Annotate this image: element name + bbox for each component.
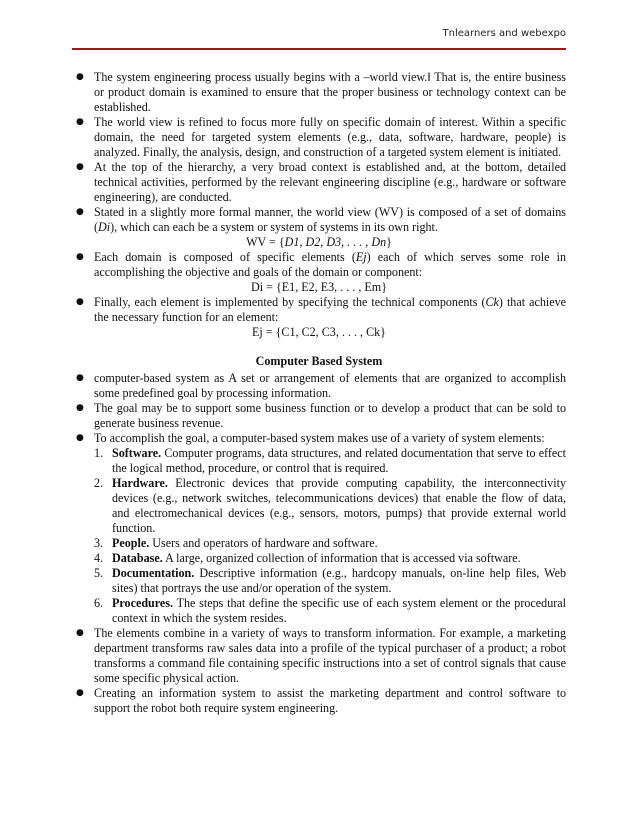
bullet-text-pre: Finally, each element is implemented by specifying the technical components ( [94, 295, 486, 309]
item-number: 3. [94, 536, 104, 550]
item-number: 2. [94, 476, 104, 490]
bullet-icon: ● [76, 117, 84, 127]
bullet-icon: ● [76, 252, 84, 262]
formula-ej: Ej = {C1, C2, C3, . . . , Ck} [251, 325, 386, 339]
bullet-variable: Di [98, 220, 111, 234]
bullet-item [72, 205, 566, 235]
bullet-icon: ● [76, 162, 84, 172]
bullet-icon: ● [76, 403, 84, 413]
formula-di: Di = {E1, E2, E3, . . . , Em} [251, 280, 387, 294]
bullet-text-post: ) each of which serves some role in accomplishing the objective and goals of the domain or component: [94, 250, 566, 279]
bullet-text: The world view is refined to focus more fully on specific domain of interest. Within a specific domain, the need for targeted system elements (e.g., data, software, hardware, people) is analyzed. Finally, the analysis, design, and construction of a targeted system element is initiated. [94, 115, 566, 159]
bullet-icon: ● [76, 688, 84, 698]
bullet-icon: ● [76, 433, 84, 443]
bullet-icon: ● [76, 72, 84, 82]
bullet-icon: ● [76, 628, 84, 638]
bullet-text: computer-based system as A set or arrangement of elements that are organized to accomplish some predefined goal by processing information. [94, 371, 566, 400]
item-text: A large, organized collection of information that is accessed via software. [162, 551, 521, 565]
numbered-item-procedures [72, 596, 566, 626]
section-title: Computer Based System [255, 354, 383, 368]
bullet-variable: Ck [485, 295, 499, 309]
page-content [72, 70, 566, 716]
item-text: Users and operators of hardware and software. [149, 536, 378, 550]
numbered-item-database [72, 551, 566, 566]
bullet-text: The goal may be to support some business function or to develop a product that can be sold to generate business revenue. [94, 401, 566, 430]
page-header: Tnlearners and webexpo [442, 28, 566, 39]
bullet-item [72, 295, 566, 325]
item-number: 1. [94, 446, 104, 460]
item-term: Hardware. [112, 476, 168, 490]
bullet-item [72, 115, 566, 160]
bullet-icon: ● [76, 373, 84, 383]
bullet-text: Creating an information system to assist the marketing department and control software to support the robot both require system engineering. [94, 686, 566, 715]
item-number: 5. [94, 566, 104, 580]
bullet-item [72, 70, 566, 115]
numbered-item-documentation [72, 566, 566, 596]
numbered-item-people [72, 536, 566, 551]
numbered-item-hardware [72, 476, 566, 536]
item-text: Electronic devices that provide computing capability, the interconnectivity devices (e.g., network switches, telecommunications devices) that enable the flow of data, and electromechanical devices (e.g., sensors, motors, pumps) that provide external world function. [112, 476, 566, 535]
bullet-text: To accomplish the goal, a computer-based system makes use of a variety of system elements: [94, 431, 545, 445]
bullet-icon: ● [76, 297, 84, 307]
formula-wv: WV = {D1, D2, D3, . . . , Dn} [246, 235, 392, 249]
bullet-text-pre: Stated in a slightly more formal manner, the world view (WV) is composed of a set of domains ( [94, 205, 566, 234]
item-text: Computer programs, data structures, and related documentation that serve to effect the logical method, procedure, or control that is required. [112, 446, 566, 475]
item-text: The steps that define the specific use of each system element or the procedural context in which the system resides. [112, 596, 566, 625]
item-text: Descriptive information (e.g., hardcopy manuals, on-line help files, Web sites) that portrays the use and/or operation of the system. [112, 566, 566, 595]
bullet-text: The elements combine in a variety of ways to transform information. For example, a marketing department transforms raw sales data into a profile of the typical purchaser of a product; a robot transforms a command file containing specific instructions into a set of control signals that cause some specific physical action. [94, 626, 566, 685]
item-number: 4. [94, 551, 104, 565]
bullet-icon: ● [76, 207, 84, 217]
item-term: People. [112, 536, 150, 550]
item-term: Database. [112, 551, 163, 565]
bullet-text-pre: Each domain is composed of specific elements ( [94, 250, 356, 264]
bullet-item [72, 160, 566, 205]
bullet-item [72, 626, 566, 686]
bullet-text-post: ), which can each be a system or system of systems in its own right. [110, 220, 438, 234]
item-term: Software. [112, 446, 162, 460]
bullet-item [72, 250, 566, 280]
bullet-text: The system engineering process usually begins with a –world view.‖ That is, the entire business or product domain is examined to ensure that the proper business or technology context can be established. [94, 70, 566, 114]
bullet-text: At the top of the hierarchy, a very broad context is established and, at the bottom, detailed technical activities, performed by the relevant engineering discipline (e.g., hardware or software engineering), are conducted. [94, 160, 566, 204]
bullet-item [72, 431, 566, 446]
bullet-item [72, 371, 566, 401]
numbered-item-software [72, 446, 566, 476]
bullet-item [72, 686, 566, 716]
item-term: Documentation. [112, 566, 195, 580]
bullet-item [72, 401, 566, 431]
bullet-text-post: ) that achieve the necessary function for an element: [94, 295, 567, 324]
bullet-variable: Ej [355, 250, 367, 264]
item-term: Procedures. [112, 596, 174, 610]
header-rule [72, 48, 566, 50]
item-number: 6. [94, 596, 104, 610]
